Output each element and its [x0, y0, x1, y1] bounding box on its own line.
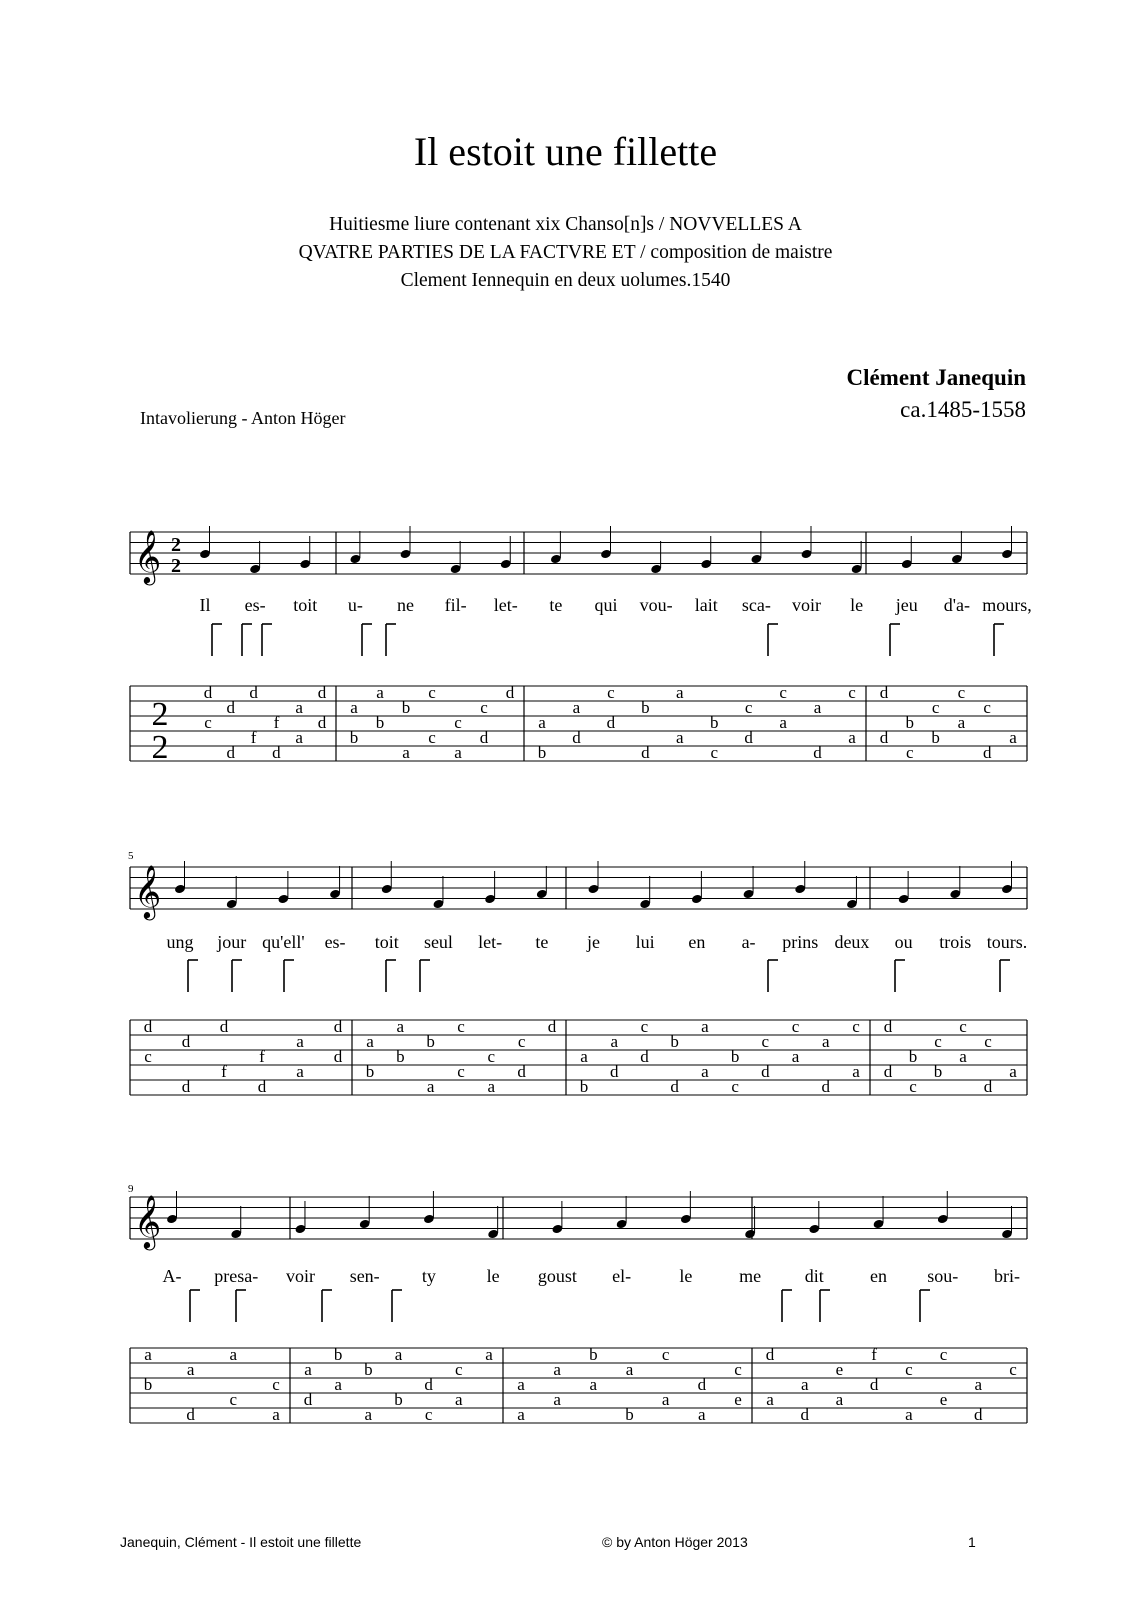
tab-fret-letter: b — [905, 713, 915, 732]
tab-fret-letter: a — [295, 698, 303, 717]
lyric-syllable: sca- — [741, 595, 771, 615]
tab-fret-letter: a — [272, 1405, 280, 1424]
tab-fret-letter: b — [375, 713, 385, 732]
lyric-syllable: tours. — [986, 932, 1028, 952]
tab-fret-letter: d — [226, 698, 236, 717]
tab-fret-letter: d — [761, 1062, 770, 1081]
lyric-syllable: sen- — [349, 1266, 380, 1286]
tab-fret-letter: c — [934, 1032, 942, 1051]
tab-fret-letter: d — [186, 1405, 195, 1424]
lyric-syllable: d'a- — [943, 595, 970, 615]
tab-fret-letter: a — [698, 1405, 706, 1424]
tab-fret-letter: a — [779, 713, 787, 732]
tab-fret-letter: d — [572, 728, 581, 747]
footer-copyright: © by Anton Höger 2013 — [602, 1534, 748, 1550]
tab-fret-letter: d — [670, 1077, 679, 1096]
tab-fret-letter: a — [350, 698, 358, 717]
measure-number: 9 — [128, 1183, 134, 1195]
tab-fret-letter: a — [822, 1032, 830, 1051]
footer-left: Janequin, Clément - Il estoit une fillette — [120, 1534, 362, 1550]
tab-fret-letter: a — [304, 1360, 312, 1379]
tab-fret-letter: d — [879, 683, 889, 702]
tab-fret-letter: a — [676, 728, 684, 747]
treble-clef-icon: 𝄞 — [134, 864, 162, 918]
tab-fret-letter: d — [883, 1062, 893, 1081]
tab-fret-letter: d — [333, 1047, 343, 1066]
tab-fret-letter: a — [553, 1360, 561, 1379]
tab-fret-letter: a — [957, 713, 966, 732]
lyric-syllable: jeu — [895, 595, 918, 615]
composer-dates: ca.1485-1558 — [900, 397, 1026, 422]
tab-fret-letter: b — [394, 1390, 403, 1409]
tab-fret-letter: a — [580, 1047, 588, 1066]
tab-fret-letter: a — [334, 1375, 342, 1394]
tab-fret-letter: d — [821, 1077, 831, 1096]
tab-fret-letter: d — [181, 1032, 191, 1051]
tab-fret-letter: a — [800, 1375, 809, 1394]
lyric-syllable: es- — [324, 932, 346, 952]
lyric-syllable: Il — [199, 595, 211, 615]
tab-fret-letter: d — [203, 683, 213, 702]
tab-fret-letter: c — [731, 1077, 739, 1096]
tab-fret-letter: b — [625, 1405, 634, 1424]
lyric-syllable: en — [688, 932, 706, 952]
tab-fret-letter: d — [517, 1062, 526, 1081]
tab-fret-letter: a — [517, 1375, 525, 1394]
tab-fret-letter: a — [396, 1017, 405, 1036]
lyric-syllable: deux — [834, 932, 870, 952]
tab-fret-letter: c — [906, 743, 914, 762]
lyric-syllable: je — [587, 932, 600, 952]
tab-fret-letter: b — [933, 1062, 943, 1081]
tab-fret-letter: a — [296, 1032, 304, 1051]
tab-fret-letter: c — [852, 1017, 860, 1036]
lyric-syllable: u- — [347, 595, 363, 615]
tab-fret-letter: d — [641, 743, 650, 762]
lyric-syllable: a- — [741, 932, 756, 952]
tab-fret-letter: b — [401, 698, 411, 717]
tab-fret-letter: a — [538, 713, 546, 732]
tab-fret-letter: d — [333, 1017, 343, 1036]
tab-fret-letter: a — [485, 1345, 493, 1364]
tab-fret-letter: a — [487, 1077, 496, 1096]
treble-clef-icon: 𝄞 — [134, 1194, 162, 1248]
arranger-credit: Intavolierung - Anton Höger — [140, 408, 346, 428]
lyric-syllable: fil- — [444, 595, 467, 615]
tab-fret-letter: a — [589, 1375, 598, 1394]
lyric-syllable: me — [739, 1266, 762, 1286]
tab-fret-letter: a — [426, 1077, 435, 1096]
tab-fret-letter: a — [229, 1345, 238, 1364]
lyric-syllable: mours, — [982, 595, 1032, 615]
lyric-syllable: qui — [594, 595, 618, 615]
lyric-syllable: ne — [397, 595, 414, 615]
tab-fret-letter: d — [317, 713, 327, 732]
tab-fret-letter: d — [609, 1062, 619, 1081]
tab-fret-letter: c — [761, 1032, 770, 1051]
tab-fret-letter: c — [931, 698, 940, 717]
tab-fret-letter: c — [229, 1390, 238, 1409]
tab-fret-letter: d — [879, 728, 889, 747]
lyric-syllable: prins — [782, 932, 819, 952]
tab-fret-letter: b — [426, 1032, 435, 1051]
tab-fret-letter: a — [517, 1405, 525, 1424]
tab-fret-letter: a — [701, 1062, 709, 1081]
lyric-syllable: qu'ell' — [262, 932, 305, 952]
tab-fret-letter: c — [957, 683, 966, 702]
tab-fret-letter: f — [259, 1047, 265, 1066]
tab-fret-letter: d — [303, 1390, 313, 1409]
page-title: Il estoit une fillette — [413, 129, 718, 174]
tab-fret-letter: d — [813, 743, 822, 762]
lyric-syllable: lui — [635, 932, 655, 952]
lyric-syllable: le — [679, 1266, 693, 1286]
lyric-syllable: es- — [244, 595, 266, 615]
tab-fret-letter: c — [517, 1032, 526, 1051]
lyric-syllable: vou- — [639, 595, 673, 615]
tab-fret-letter: c — [744, 698, 753, 717]
tab-fret-letter: b — [143, 1375, 153, 1394]
tab-fret-letter: c — [734, 1360, 742, 1379]
tab-fret-letter: d — [744, 728, 753, 747]
tab-fret-letter: d — [883, 1017, 893, 1036]
tab-fret-letter: e — [835, 1360, 844, 1379]
tab-fret-letter: b — [931, 728, 940, 747]
measure-number: 5 — [128, 850, 134, 862]
tab-fret-letter: b — [365, 1062, 375, 1081]
tab-fret-letter: b — [730, 1047, 740, 1066]
tab-fret-letter: c — [204, 713, 212, 732]
lyric-syllable: toit — [293, 595, 318, 615]
tab-fret-letter: c — [480, 698, 488, 717]
tab-fret-letter: c — [939, 1345, 948, 1364]
tab-fret-letter: d — [424, 1375, 433, 1394]
tab-fret-letter: d — [479, 728, 489, 747]
source-line: Huitiesme liure contenant xix Chanso[n]s / NOVVELLES A — [329, 214, 802, 235]
tab-fret-letter: a — [661, 1390, 670, 1409]
tab-fret-letter: c — [848, 683, 856, 702]
lyric-syllable: A- — [162, 1266, 182, 1286]
tab-fret-letter: c — [457, 1017, 465, 1036]
tab-fret-letter: c — [455, 1360, 463, 1379]
lyric-syllable: let- — [478, 932, 503, 952]
tab-fret-letter: a — [376, 683, 384, 702]
composer-name: Clément Janequin — [846, 365, 1026, 390]
time-signature-denominator: 2 — [171, 555, 181, 577]
tab-fret-letter: d — [869, 1375, 879, 1394]
lyric-syllable: voir — [285, 1266, 315, 1286]
lyric-syllable: lait — [694, 595, 718, 615]
tab-fret-letter: b — [589, 1345, 598, 1364]
source-line: Clement Iennequin en deux uolumes.1540 — [400, 270, 731, 291]
tab-fret-letter: a — [1009, 728, 1017, 747]
tab-fret-letter: c — [1009, 1360, 1017, 1379]
tab-fret-letter: c — [909, 1077, 917, 1096]
tab-fret-letter: a — [791, 1047, 800, 1066]
tab-fret-letter: d — [249, 683, 258, 702]
lyric-syllable: le — [486, 1266, 500, 1286]
lyric-syllable: te — [535, 932, 549, 952]
tab-fret-letter: f — [273, 713, 280, 732]
tab-fret-letter: d — [982, 743, 992, 762]
lyric-syllable: te — [549, 595, 563, 615]
tab-fret-letter: a — [402, 743, 410, 762]
tab-fret-letter: a — [364, 1405, 373, 1424]
lyric-syllable: let- — [493, 595, 518, 615]
lyric-syllable: jour — [217, 932, 247, 952]
tab-fret-letter: d — [765, 1345, 775, 1364]
tab-fret-letter: c — [779, 683, 787, 702]
tab-fret-letter: a — [1009, 1062, 1017, 1081]
tab-fret-letter: c — [454, 713, 462, 732]
tab-fret-letter: d — [143, 1017, 153, 1036]
tab-fret-letter: a — [296, 1062, 304, 1081]
lyric-syllable: el- — [612, 1266, 632, 1286]
lyric-syllable: en — [870, 1266, 888, 1286]
tab-fret-letter: d — [257, 1077, 267, 1096]
tab-fret-letter: c — [791, 1017, 800, 1036]
tab-fret-letter: a — [701, 1017, 709, 1036]
tab-fret-letter: a — [572, 698, 581, 717]
tab-fret-letter: d — [317, 683, 327, 702]
lyric-syllable: toit — [374, 932, 399, 952]
source-line: QVATRE PARTIES DE LA FACTVRE ET / composition de maistre — [298, 242, 833, 263]
tab-fret-letter: d — [640, 1047, 649, 1066]
tab-fret-letter: c — [984, 1032, 992, 1051]
tab-fret-letter: c — [272, 1375, 280, 1394]
tab-fret-letter: a — [813, 698, 822, 717]
tab-fret-letter: a — [454, 743, 462, 762]
tab-fret-letter: a — [959, 1047, 967, 1066]
lyric-syllable: le — [850, 595, 864, 615]
tab-fret-letter: c — [457, 1062, 465, 1081]
tab-fret-letter: e — [734, 1390, 742, 1409]
tab-fret-letter: a — [766, 1390, 774, 1409]
lyric-syllable: sou- — [927, 1266, 959, 1286]
tab-fret-letter: a — [366, 1032, 374, 1051]
tab-fret-letter: a — [295, 728, 303, 747]
tab-fret-letter: d — [800, 1405, 809, 1424]
tab-fret-letter: a — [835, 1390, 844, 1409]
time-signature-numerator: 2 — [171, 534, 181, 556]
tab-fret-letter: d — [606, 713, 616, 732]
tab-fret-letter: f — [250, 728, 257, 747]
tab-fret-letter: d — [219, 1017, 229, 1036]
lyric-syllable: goust — [537, 1266, 577, 1286]
tab-fret-letter: d — [505, 683, 515, 702]
treble-clef-icon: 𝄞 — [134, 529, 162, 583]
lyric-syllable: presa- — [214, 1266, 259, 1286]
lyric-syllable: ty — [421, 1266, 436, 1286]
tab-fret-letter: b — [908, 1047, 918, 1066]
tab-time-signature-denominator: 2 — [151, 729, 169, 766]
tab-fret-letter: a — [625, 1360, 634, 1379]
tab-fret-letter: d — [226, 743, 236, 762]
tab-fret-letter: a — [455, 1390, 463, 1409]
tab-fret-letter: b — [579, 1077, 589, 1096]
lyric-syllable: bri- — [994, 1266, 1020, 1286]
tab-fret-letter: b — [333, 1345, 343, 1364]
tab-fret-letter: c — [640, 1017, 649, 1036]
tab-time-signature-numerator: 2 — [151, 696, 169, 733]
tab-fret-letter: e — [939, 1390, 948, 1409]
lyric-syllable: trois — [939, 932, 972, 952]
tab-fret-letter: a — [676, 683, 684, 702]
tab-fret-letter: d — [697, 1375, 707, 1394]
tab-fret-letter: f — [871, 1345, 877, 1364]
page-number: 1 — [968, 1534, 976, 1550]
tab-fret-letter: c — [428, 683, 436, 702]
lyric-syllable: ung — [166, 932, 194, 952]
lyric-syllable: ou — [894, 932, 913, 952]
tab-fret-letter: a — [553, 1390, 561, 1409]
tab-fret-letter: b — [641, 698, 650, 717]
tab-fret-letter: a — [905, 1405, 913, 1424]
tab-fret-letter: d — [547, 1017, 557, 1036]
tab-fret-letter: a — [610, 1032, 618, 1051]
lyric-syllable: voir — [792, 595, 821, 615]
tab-fret-letter: c — [487, 1047, 496, 1066]
tab-fret-letter: a — [186, 1360, 195, 1379]
tab-fret-letter: f — [221, 1062, 227, 1081]
tab-fret-letter: a — [394, 1345, 403, 1364]
tab-fret-letter: c — [607, 683, 615, 702]
tab-fret-letter: b — [349, 728, 359, 747]
tab-fret-letter: c — [428, 728, 436, 747]
tab-fret-letter: c — [661, 1345, 670, 1364]
tab-fret-letter: d — [181, 1077, 191, 1096]
lyric-syllable: dit — [804, 1266, 824, 1286]
tab-fret-letter: c — [905, 1360, 913, 1379]
tab-fret-letter: c — [144, 1047, 152, 1066]
tab-fret-letter: b — [709, 713, 719, 732]
lyric-syllable: seul — [423, 932, 453, 952]
tab-fret-letter: a — [848, 728, 856, 747]
tab-fret-letter: c — [424, 1405, 433, 1424]
tab-fret-letter: b — [670, 1032, 679, 1051]
tab-fret-letter: b — [364, 1360, 373, 1379]
tab-fret-letter: c — [983, 698, 991, 717]
tab-fret-letter: a — [144, 1345, 152, 1364]
tab-fret-letter: d — [272, 743, 281, 762]
tab-fret-letter: d — [974, 1405, 983, 1424]
tab-fret-letter: a — [852, 1062, 860, 1081]
tab-fret-letter: b — [396, 1047, 405, 1066]
tab-fret-letter: d — [983, 1077, 993, 1096]
tab-fret-letter: c — [710, 743, 718, 762]
tab-fret-letter: c — [959, 1017, 967, 1036]
tab-fret-letter: a — [974, 1375, 983, 1394]
tab-fret-letter: b — [537, 743, 547, 762]
